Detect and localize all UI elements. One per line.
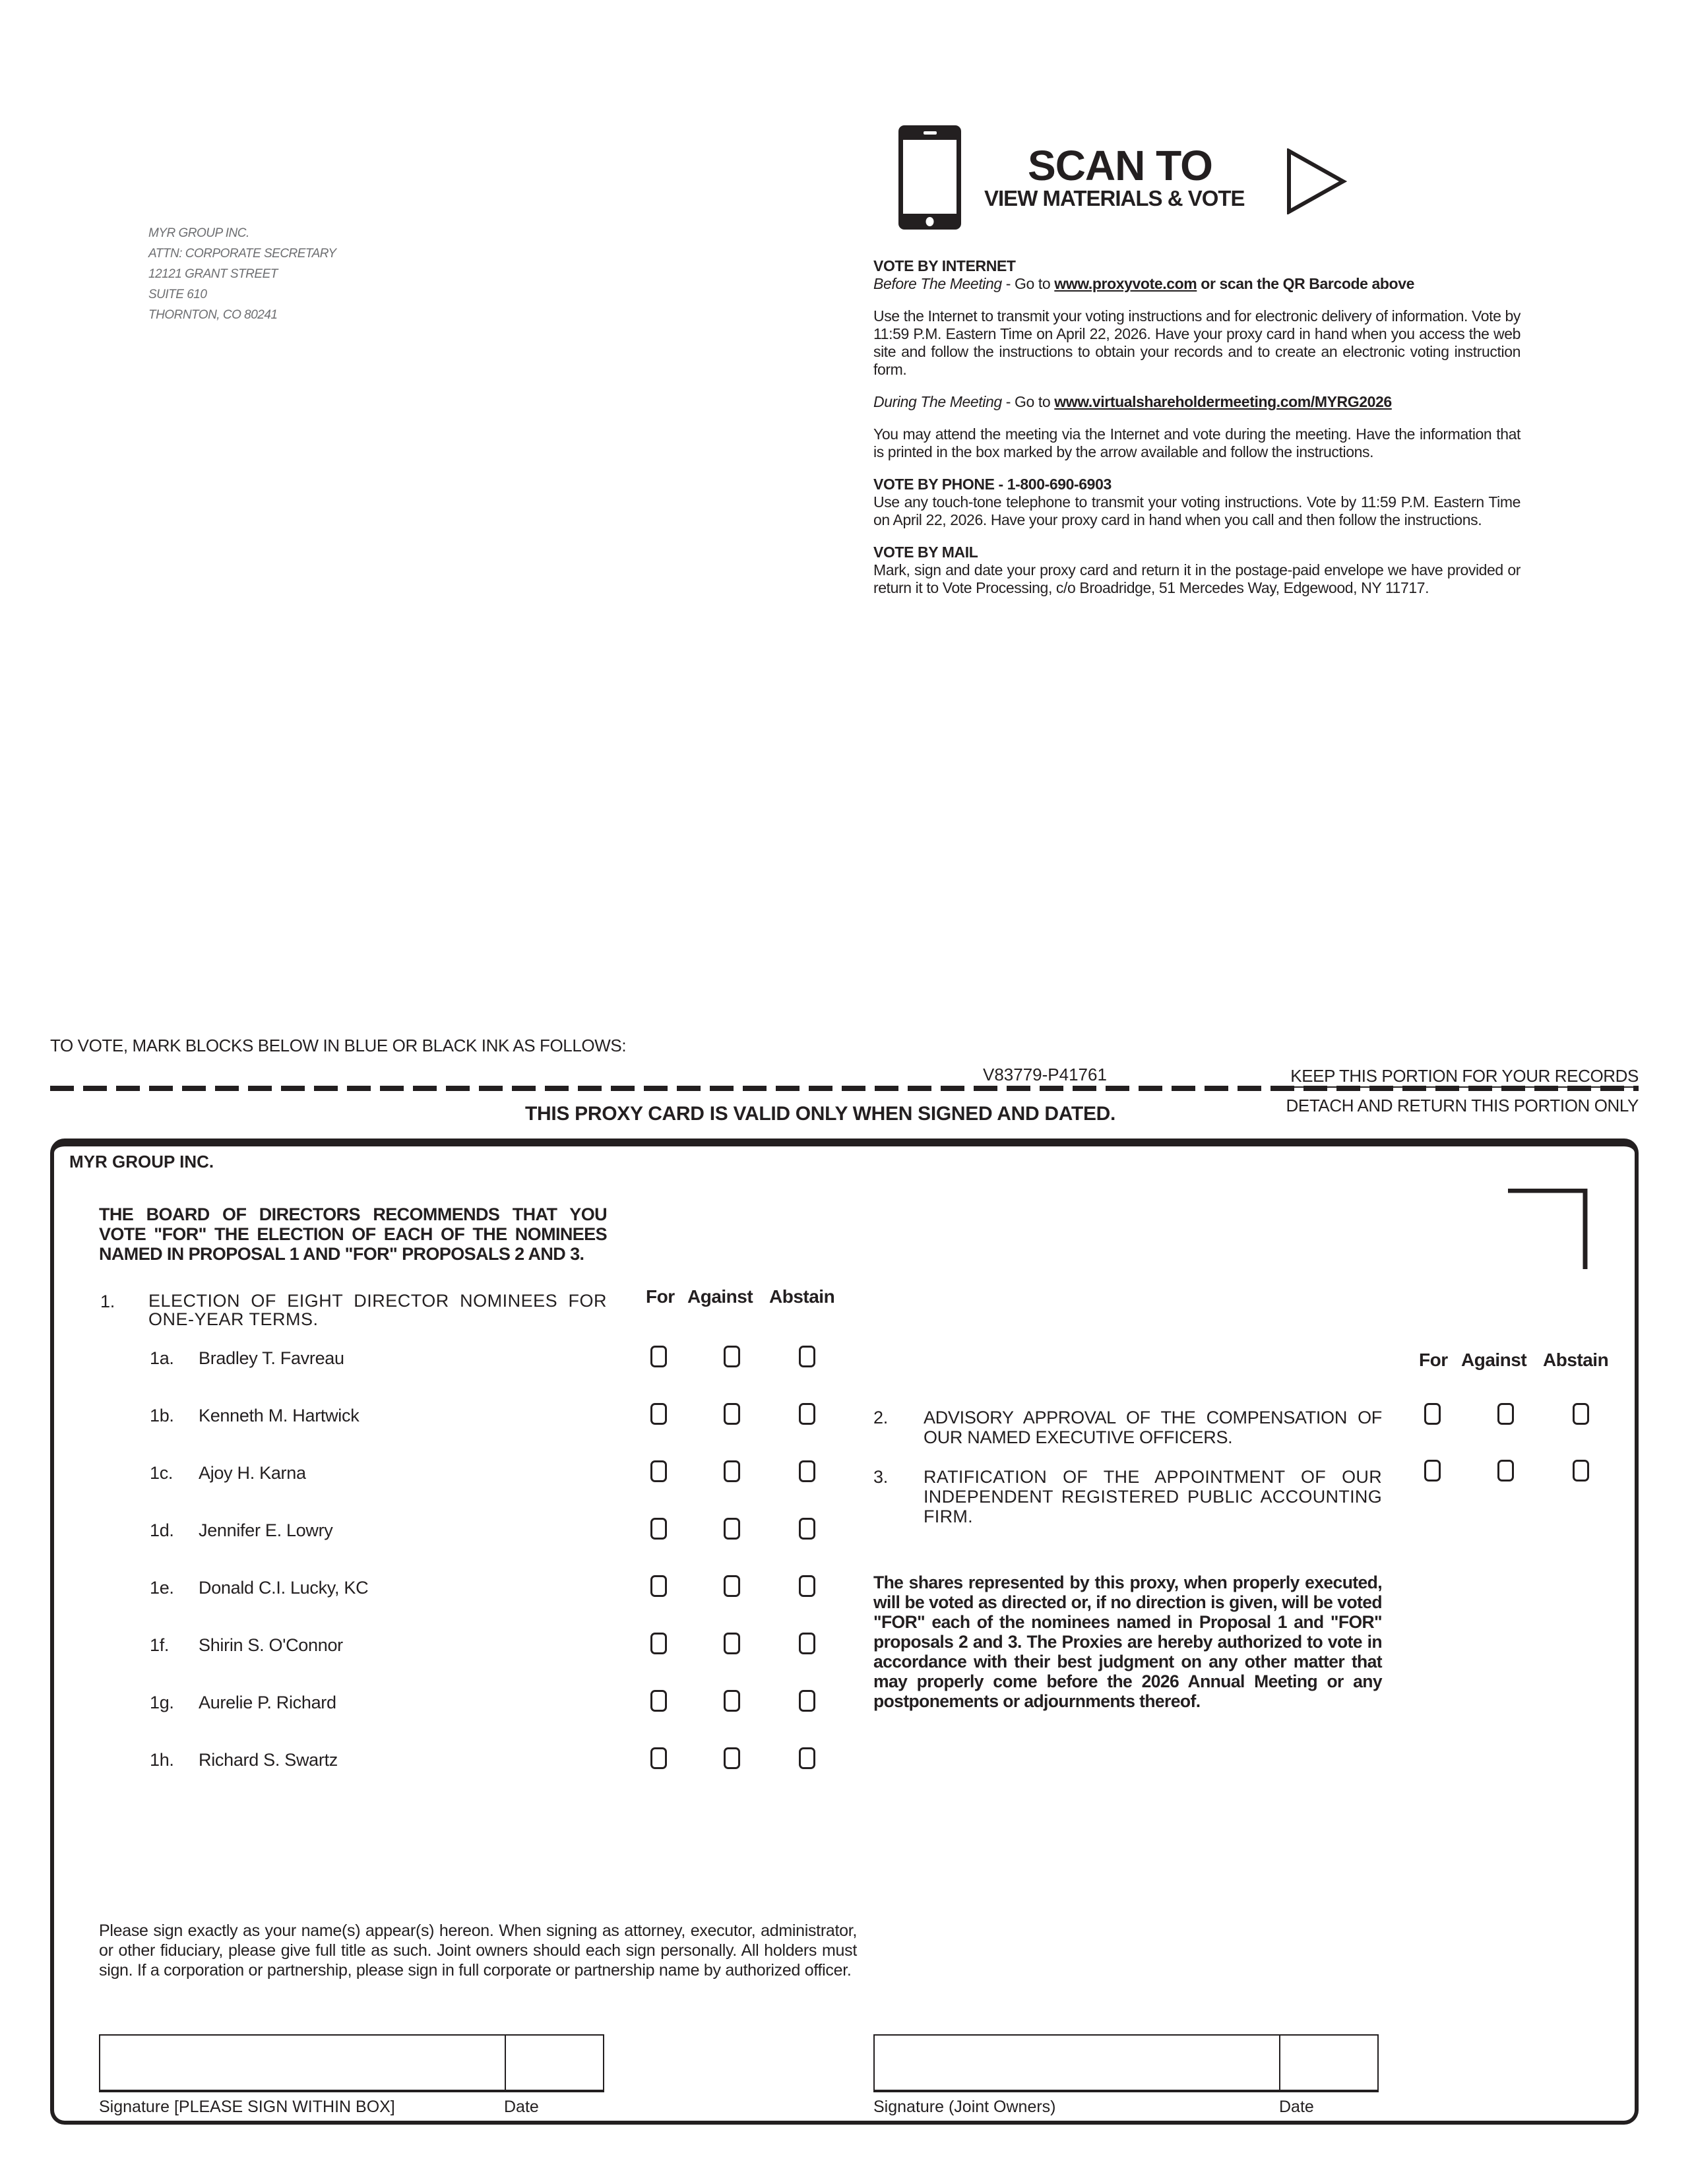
column-for: For [1419,1350,1448,1370]
column-against: Against [1461,1350,1527,1370]
proxyvote-link[interactable]: www.proxyvote.com [1054,275,1197,292]
joint-signature-box[interactable] [873,2034,1379,2092]
nominee-for-checkbox[interactable] [650,1460,667,1482]
nominee-abstain-checkbox[interactable] [799,1518,815,1540]
nominee-abstain-checkbox[interactable] [799,1633,815,1654]
nominee-id: 1a. [150,1348,174,1368]
scan-subtitle: VIEW MATERIALS & VOTE [984,186,1245,210]
nominee-id: 1d. [150,1520,174,1540]
corner-mark [1508,1189,1590,1269]
mail-instructions: Mark, sign and date your proxy card and return it in the postage-paid envelope we have provided or return it to Vote Processing, c/o Broadridge, 51 Mercedes Way, Edgewood, NY 11717. [873,561,1521,596]
nominee-abstain-checkbox[interactable] [799,1575,815,1597]
nominee-for-checkbox[interactable] [650,1747,667,1769]
goto-text: - Go to [1001,393,1055,410]
proposal-2-number: 2. [873,1408,888,1427]
nominee-id: 1g. [150,1693,174,1712]
board-recommendation: THE BOARD OF DIRECTORS RECOMMENDS THAT YOU VOTE "FOR" THE ELECTION OF EACH OF THE NOMINEES NAMED IN PROPOSAL 1 AND "FOR" PROPOSALS 2 AND 3. [99,1204,607,1264]
column-abstain: Abstain [1543,1350,1609,1370]
during-meeting-instructions: You may attend the meeting via the Internet and vote during the meeting. Have the information that is printed in the box marked by the arrow available and follow the instructions. [873,425,1521,460]
proposal-2-abstain-checkbox[interactable] [1573,1403,1589,1425]
nominee-name: Donald C.I. Lucky, KC [199,1578,369,1598]
nominee-against-checkbox[interactable] [724,1633,740,1654]
internet-heading: VOTE BY INTERNET [873,257,1016,274]
phone-heading: VOTE BY PHONE - 1-800-690-6903 [873,476,1112,493]
phone-icon [898,125,961,230]
before-meeting-label: Before The Meeting [873,275,1002,292]
scan-qr-text: or scan the QR Barcode above [1197,275,1414,292]
company-name: MYR GROUP INC. [69,1152,214,1171]
voting-instructions [873,257,1521,611]
nominee-for-checkbox[interactable] [650,1346,667,1367]
joint-date-label: Date [1279,2098,1314,2116]
address-line: 12121 GRANT STREET [148,267,278,281]
nominee-id: 1f. [150,1635,170,1655]
arrow-icon [1286,148,1347,214]
nominee-abstain-checkbox[interactable] [799,1460,815,1482]
detach-label: DETACH AND RETURN THIS PORTION ONLY [1286,1096,1639,1115]
proposal-3-number: 3. [873,1467,888,1487]
nominee-name: Shirin S. O'Connor [199,1635,343,1655]
nominee-id: 1c. [150,1463,173,1483]
address-line: MYR GROUP INC. [148,226,249,240]
nominee-against-checkbox[interactable] [724,1690,740,1712]
proxy-statement: The shares represented by this proxy, when properly executed, will be voted as directed or, if no direction is given, will be voted "FOR" each of the nominees named in Proposal 1 and "FOR" proposals 2 and 3. The Proxies are hereby authorized to vote in accordance with their best judgment on any other matter that may properly come before the 2026 Annual Meeting or any postponements or adjournments thereof. [873,1573,1382,1711]
nominee-for-checkbox[interactable] [650,1575,667,1597]
address-line: SUITE 610 [148,288,207,301]
scan-title: SCAN TO [1028,142,1212,189]
address-line: ATTN: CORPORATE SECRETARY [148,247,336,261]
nominee-id: 1b. [150,1406,174,1425]
joint-signature-label: Signature (Joint Owners) [873,2098,1056,2116]
proposal-1-text: ELECTION OF EIGHT DIRECTOR NOMINEES FOR ONE-YEAR TERMS. [148,1291,607,1329]
internet-instructions: Use the Internet to transmit your voting instructions and for electronic delivery of information. Vote by 11:59 P.M. Eastern Time on April 22, 2026. Have your proxy card in hand when you access the web site and follow the instructions to obtain your records and to create an electronic voting instruction form. [873,307,1521,378]
return-address [148,223,336,325]
nominee-abstain-checkbox[interactable] [799,1403,815,1425]
nominee-against-checkbox[interactable] [724,1518,740,1540]
mail-heading: VOTE BY MAIL [873,544,978,561]
during-meeting-label: During The Meeting [873,393,1002,410]
phone-instructions: Use any touch-tone telephone to transmit your voting instructions. Vote by 11:59 P.M. Eastern Time on April 22, 2026. Have your proxy card in hand when you call and then follow the instructions. [873,493,1521,528]
signing-instructions: Please sign exactly as your name(s) appear(s) hereon. When signing as attorney, executor, administrator, or other fiduciary, please give full title as such. Joint owners should each sign personally. All holders must sign. If a corporation or partnership, please sign in full corporate or partnership name by authorized officer. [99,1921,857,1980]
virtual-meeting-link[interactable]: www.virtualshareholdermeeting.com/MYRG2026 [1054,393,1392,410]
nominee-id: 1e. [150,1578,174,1598]
signature-box[interactable] [99,2034,604,2092]
nominee-for-checkbox[interactable] [650,1518,667,1540]
column-abstain: Abstain [769,1286,835,1307]
nominee-abstain-checkbox[interactable] [799,1690,815,1712]
control-code: V83779-P41761 [983,1065,1107,1084]
proposal-3-for-checkbox[interactable] [1424,1460,1441,1482]
proposal-3-text: RATIFICATION OF THE APPOINTMENT OF OUR INDEPENDENT REGISTERED PUBLIC ACCOUNTING FIRM. [924,1467,1382,1526]
proposal-2-text: ADVISORY APPROVAL OF THE COMPENSATION OF OUR NAMED EXECUTIVE OFFICERS. [924,1408,1382,1447]
nominee-name: Jennifer E. Lowry [199,1520,333,1540]
valid-notice: THIS PROXY CARD IS VALID ONLY WHEN SIGNED AND DATED. [525,1103,1116,1125]
nominee-against-checkbox[interactable] [724,1346,740,1367]
nominee-name: Richard S. Swartz [199,1750,338,1770]
nominee-for-checkbox[interactable] [650,1403,667,1425]
nominee-against-checkbox[interactable] [724,1575,740,1597]
signature-label: Signature [PLEASE SIGN WITHIN BOX] [99,2098,395,2116]
proposal-3-abstain-checkbox[interactable] [1573,1460,1589,1482]
date-label: Date [504,2098,539,2116]
proposal-2-against-checkbox[interactable] [1497,1403,1514,1425]
address-line: THORNTON, CO 80241 [148,308,278,322]
ink-instructions: TO VOTE, MARK BLOCKS BELOW IN BLUE OR BLACK INK AS FOLLOWS: [50,1036,627,1055]
proposal-2-for-checkbox[interactable] [1424,1403,1441,1425]
proposal-1-number: 1. [100,1292,115,1311]
detach-line [50,1086,1639,1091]
nominee-against-checkbox[interactable] [724,1460,740,1482]
nominee-name: Bradley T. Favreau [199,1348,344,1368]
nominee-for-checkbox[interactable] [650,1690,667,1712]
nominee-abstain-checkbox[interactable] [799,1346,815,1367]
column-for: For [646,1286,675,1307]
column-against: Against [687,1286,753,1307]
nominee-abstain-checkbox[interactable] [799,1747,815,1769]
nominee-against-checkbox[interactable] [724,1747,740,1769]
proposal-3-against-checkbox[interactable] [1497,1460,1514,1482]
nominee-against-checkbox[interactable] [724,1403,740,1425]
nominee-name: Aurelie P. Richard [199,1693,336,1712]
keep-portion-label: KEEP THIS PORTION FOR YOUR RECORDS [1290,1066,1639,1088]
goto-text: - Go to [1001,275,1055,292]
nominee-name: Ajoy H. Karna [199,1463,306,1483]
nominee-name: Kenneth M. Hartwick [199,1406,360,1425]
nominee-id: 1h. [150,1750,174,1770]
nominee-for-checkbox[interactable] [650,1633,667,1654]
